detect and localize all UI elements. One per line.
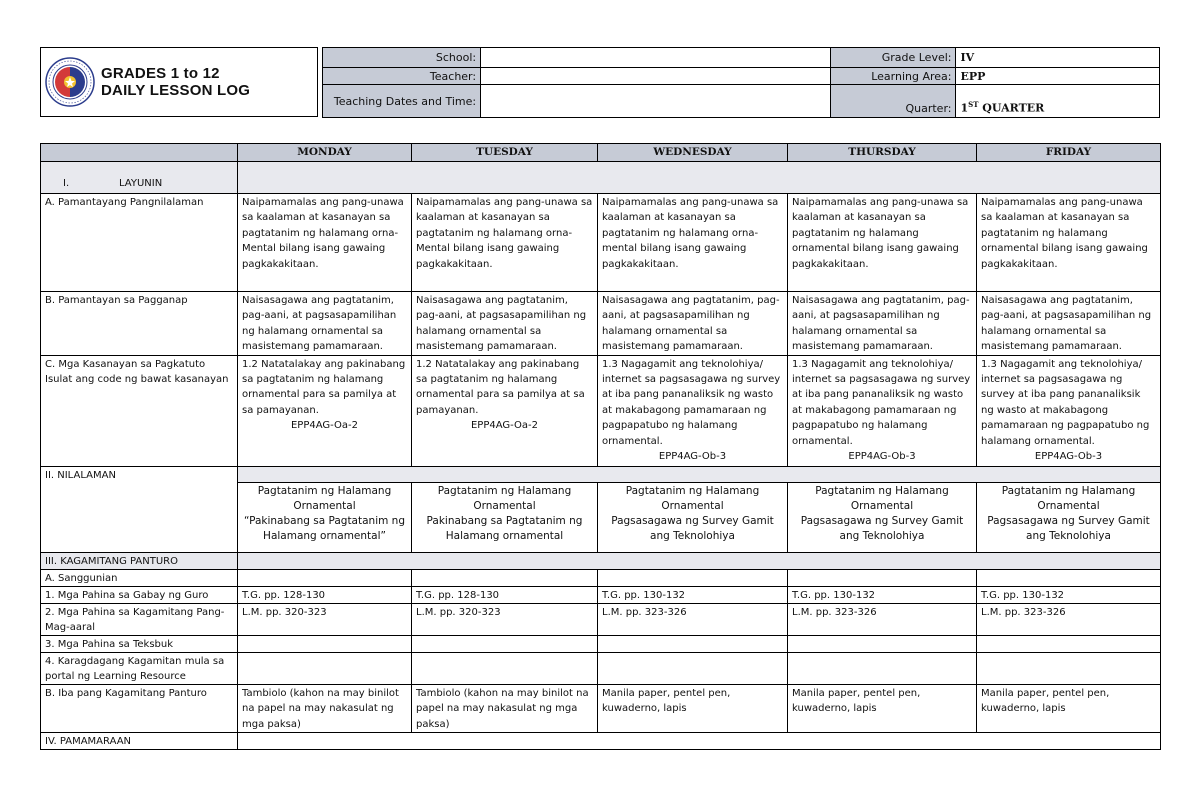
- sanggunian-tuesday[interactable]: [412, 569, 598, 586]
- teksbuk-wednesday[interactable]: [598, 636, 788, 653]
- teaching-dates-field[interactable]: [481, 85, 831, 118]
- layunin-text: LAYUNIN: [119, 178, 163, 189]
- pagganap-monday[interactable]: Naisasagawa ang pagtatanim, pag-aani, at pagsasapamilihan ng halamang ornamental sa masistemang pamamaraan.: [238, 292, 412, 356]
- row-iba-pang-kagamitan: [41, 685, 1161, 733]
- day-tuesday: TUESDAY: [412, 144, 598, 162]
- sanggunian-friday[interactable]: [977, 569, 1161, 586]
- pamantayang-pangnilalaman-label: A. Pamantayang Pangnilalaman: [41, 194, 238, 292]
- teacher-label: Teacher:: [322, 68, 481, 85]
- gabay-guro-thursday[interactable]: T.G. pp. 130-132: [788, 586, 977, 603]
- quarter-value[interactable]: [956, 85, 1160, 118]
- pamamaraan-label: IV. PAMAMARAAN: [41, 733, 238, 750]
- kasanayan-text: 1.3 Nagagamit ang teknolohiya/ internet sa pagsasagawa ng survey at iba pang pananaliksik ng wasto at makabagong pamamaraan ng pagpapatubo ng halamang ornamental.: [602, 358, 781, 447]
- lesson-title: Pagsasagawa ng Survey Gamit ang Teknolohiya: [611, 514, 774, 542]
- layunin-span-cell: [238, 162, 1161, 194]
- nilalaman-thursday[interactable]: [788, 482, 977, 552]
- iba-pang-kagamitan-label: B. Iba pang Kagamitang Panturo: [41, 685, 238, 733]
- nilalaman-span-cell: [238, 466, 1161, 482]
- teaching-dates-label: Teaching Dates and Time:: [322, 85, 481, 118]
- row-pamamaraan: [41, 733, 1161, 750]
- row-nilalaman: [41, 466, 1161, 482]
- nilalaman-label: II. NILALAMAN: [41, 466, 238, 552]
- iba-pang-wednesday[interactable]: Manila paper, pentel pen, kuwaderno, lapis: [598, 685, 788, 733]
- row-kagamitang-panturo: [41, 552, 1161, 569]
- iba-pang-thursday[interactable]: Manila paper, pentel pen, kuwaderno, lapis: [788, 685, 977, 733]
- iba-pang-friday[interactable]: Manila paper, pentel pen, kuwaderno, lapis: [977, 685, 1161, 733]
- kasanayan-text: 1.2 Natatalakay ang pakinabang sa pagtatanim ng halamang ornamental para sa pamilya at sa pamayanan.: [242, 358, 406, 416]
- pagganap-wednesday[interactable]: Naisasagawa ang pagtatanim, pag-aani, at pagsasapamilihan ng halamang ornamental sa masistemang pamamaraan.: [598, 292, 788, 356]
- teksbuk-thursday[interactable]: [788, 636, 977, 653]
- day-thursday: THURSDAY: [788, 144, 977, 162]
- pangnilalaman-tuesday[interactable]: Naipamamalas ang pang-unawa sa kaalaman at kasanayan sa pagtatanim ng halamang orna-Mental bilang isang gawaing pagkakakitaan.: [412, 194, 598, 292]
- nilalaman-tuesday[interactable]: [412, 482, 598, 552]
- karagdagang-tuesday[interactable]: [412, 653, 598, 685]
- row-layunin: [41, 162, 1161, 194]
- iba-pang-monday[interactable]: Tambiolo (kahon na may binilot na papel na may nakasulat ng mga paksa): [238, 685, 412, 733]
- kagamitang-pang-mag-aaral-label: 2. Mga Pahina sa Kagamitang Pang-Mag-aaral: [41, 604, 238, 636]
- grade-level-label: Grade Level:: [830, 48, 956, 68]
- pangnilalaman-friday[interactable]: Naipamamalas ang pang-unawa sa kaalaman at kasanayan sa pagtatanim ng halamang ornamental bilang isang gawaing pagkakakitaan.: [977, 194, 1161, 292]
- title-line-1: GRADES 1 to 12: [101, 65, 220, 82]
- kasanayan-text: 1.3 Nagagamit ang teknolohiya/ internet sa pagsasagawa ng survey at iba pang pananaliksik ng wasto at makabagong pamamaraan ng pagpapatubo ng halamang ornamental.: [792, 358, 971, 447]
- sanggunian-monday[interactable]: [238, 569, 412, 586]
- day-monday: MONDAY: [238, 144, 412, 162]
- gabay-guro-friday[interactable]: T.G. pp. 130-132: [977, 586, 1161, 603]
- nilalaman-heading: Pagtatanim ng Halamang Ornamental: [257, 484, 392, 512]
- gabay-guro-tuesday[interactable]: T.G. pp. 128-130: [412, 586, 598, 603]
- school-field[interactable]: [481, 48, 831, 68]
- sanggunian-thursday[interactable]: [788, 569, 977, 586]
- deped-seal-icon: [45, 57, 95, 107]
- teksbuk-monday[interactable]: [238, 636, 412, 653]
- nilalaman-friday[interactable]: [977, 482, 1161, 552]
- pangnilalaman-wednesday[interactable]: Naipamamalas ang pang-unawa sa kaalaman at kasanayan sa pagtatanim ng halamang orna-mental bilang isang gawaing pagkakakitaan.: [598, 194, 788, 292]
- nilalaman-wednesday[interactable]: [598, 482, 788, 552]
- nilalaman-heading: Pagtatanim ng Halamang Ornamental: [1001, 484, 1136, 512]
- gabay-guro-wednesday[interactable]: T.G. pp. 130-132: [598, 586, 788, 603]
- row-sanggunian: [41, 569, 1161, 586]
- learning-area-value[interactable]: EPP: [956, 68, 1160, 85]
- day-wednesday: WEDNESDAY: [598, 144, 788, 162]
- kasanayan-label: C. Mga Kasanayan sa Pagkatuto Isulat ang code ng bawat kasanayan: [41, 355, 238, 466]
- pagganap-tuesday[interactable]: Naisasagawa ang pagtatanim, pag-aani, at pagsasapamilihan ng halamang ornamental sa masistemang pamamaraan.: [412, 292, 598, 356]
- competency-code: EPP4AG-Ob-3: [848, 451, 916, 463]
- kasanayan-thursday[interactable]: [788, 355, 977, 466]
- pamantayan-sa-pagganap-label: B. Pamantayan sa Pagganap: [41, 292, 238, 356]
- teksbuk-tuesday[interactable]: [412, 636, 598, 653]
- sanggunian-wednesday[interactable]: [598, 569, 788, 586]
- sanggunian-label: A. Sanggunian: [41, 569, 238, 586]
- lesson-title: Pagsasagawa ng Survey Gamit ang Teknolohiya: [800, 514, 964, 542]
- competency-code: EPP4AG-Oa-2: [470, 420, 538, 432]
- teksbuk-friday[interactable]: [977, 636, 1161, 653]
- mag-aaral-monday[interactable]: L.M. pp. 320-323: [238, 604, 412, 636]
- karagdagang-thursday[interactable]: [788, 653, 977, 685]
- kasanayan-text: 1.2 Natatalakay ang pakinabang sa pagtatanim ng halamang ornamental para sa pamilya at sa pamayanan.: [416, 358, 585, 416]
- title-box: [40, 47, 318, 117]
- quarter-suffix: ST: [968, 100, 979, 110]
- lesson-title: “Pakinabang sa Pagtatanim ng Halamang ornamental”: [243, 514, 406, 542]
- row-pamantayang-pangnilalaman: [41, 194, 1161, 292]
- mag-aaral-tuesday[interactable]: L.M. pp. 320-323: [412, 604, 598, 636]
- row-kasanayan: [41, 355, 1161, 466]
- gabay-guro-monday[interactable]: T.G. pp. 128-130: [238, 586, 412, 603]
- title-line-2: DAILY LESSON LOG: [101, 82, 251, 99]
- karagdagang-monday[interactable]: [238, 653, 412, 685]
- row-teksbuk: [41, 636, 1161, 653]
- quarter-word: QUARTER: [982, 102, 1045, 115]
- row-kagamitang-pang-mag-aaral: [41, 604, 1161, 636]
- pangnilalaman-monday[interactable]: Naipamamalas ang pang-unawa sa kaalaman at kasanayan sa pagtatanim ng halamang orna-Mental bilang isang gawaing pagkakakitaan.: [238, 194, 412, 292]
- nilalaman-heading: Pagtatanim ng Halamang Ornamental: [625, 484, 760, 512]
- quarter-number: 1: [960, 102, 969, 115]
- mag-aaral-friday[interactable]: L.M. pp. 323-326: [977, 604, 1161, 636]
- nilalaman-heading: Pagtatanim ng Halamang Ornamental: [815, 484, 949, 512]
- competency-code: EPP4AG-Ob-3: [1034, 451, 1103, 463]
- learning-area-label: Learning Area:: [830, 68, 956, 85]
- row-gabay-guro: [41, 586, 1161, 603]
- karagdagang-wednesday[interactable]: [598, 653, 788, 685]
- school-label: School:: [322, 48, 481, 68]
- teacher-field[interactable]: [481, 68, 831, 85]
- layunin-label: [41, 162, 238, 194]
- pamamaraan-span-cell: [238, 733, 1161, 750]
- iba-pang-tuesday[interactable]: Tambiolo (kahon na may binilot na papel na may nakasulat ng mga paksa): [412, 685, 598, 733]
- gabay-guro-label: 1. Mga Pahina sa Gabay ng Guro: [41, 586, 238, 603]
- kasanayan-monday[interactable]: [238, 355, 412, 466]
- kagamitang-panturo-label: III. KAGAMITANG PANTURO: [41, 552, 238, 569]
- kasanayan-wednesday[interactable]: [598, 355, 788, 466]
- competency-code: EPP4AG-Ob-3: [658, 451, 727, 463]
- row-pamantayan-sa-pagganap: [41, 292, 1161, 356]
- pagganap-friday[interactable]: Naisasagawa ang pagtatanim, pag-aani, at pagsasapamilihan ng halamang ornamental sa masistemang pamamaraan.: [977, 292, 1161, 356]
- pangnilalaman-thursday[interactable]: Naipamamalas ang pang-unawa sa kaalaman at kasanayan sa pagtatanim ng halamang ornamental bilang isang gawaing pagkakakitaan.: [788, 194, 977, 292]
- day-friday: FRIDAY: [977, 144, 1161, 162]
- layunin-number: I.: [63, 178, 70, 189]
- info-table: [322, 47, 1161, 118]
- karagdagang-kagamitan-label: 4. Karagdagang Kagamitan mula sa portal ng Learning Resource: [41, 653, 238, 685]
- corner-cell: [41, 144, 238, 162]
- lesson-log-table: [40, 143, 1161, 750]
- nilalaman-monday[interactable]: [238, 482, 412, 552]
- grade-level-value[interactable]: IV: [956, 48, 1160, 68]
- karagdagang-friday[interactable]: [977, 653, 1161, 685]
- competency-code: EPP4AG-Oa-2: [290, 420, 358, 432]
- kasanayan-friday[interactable]: [977, 355, 1161, 466]
- row-karagdagang-kagamitan: [41, 653, 1161, 685]
- kasanayan-tuesday[interactable]: [412, 355, 598, 466]
- document-title: [101, 65, 250, 99]
- kagamitang-panturo-span-cell: [238, 552, 1161, 569]
- dll-header: [40, 47, 1160, 117]
- day-header-row: [41, 144, 1161, 162]
- mag-aaral-thursday[interactable]: L.M. pp. 323-326: [788, 604, 977, 636]
- lesson-title: Pagsasagawa ng Survey Gamit ang Teknolohiya: [987, 514, 1150, 542]
- teksbuk-label: 3. Mga Pahina sa Teksbuk: [41, 636, 238, 653]
- mag-aaral-wednesday[interactable]: L.M. pp. 323-326: [598, 604, 788, 636]
- pagganap-thursday[interactable]: Naisasagawa ang pagtatanim, pag-aani, at pagsasapamilihan ng halamang ornamental sa masistemang pamamaraan.: [788, 292, 977, 356]
- nilalaman-heading: Pagtatanim ng Halamang Ornamental: [437, 484, 572, 512]
- quarter-label: Quarter:: [830, 85, 956, 118]
- lesson-title: Pakinabang sa Pagtatanim ng Halamang ornamental: [426, 514, 583, 542]
- kasanayan-text: 1.3 Nagagamit ang teknolohiya/ internet sa pagsasagawa ng survey at iba pang pananaliksik ng wasto at makabagong pamamaraan ng pagpapatubo ng halamang ornamental.: [981, 358, 1150, 447]
